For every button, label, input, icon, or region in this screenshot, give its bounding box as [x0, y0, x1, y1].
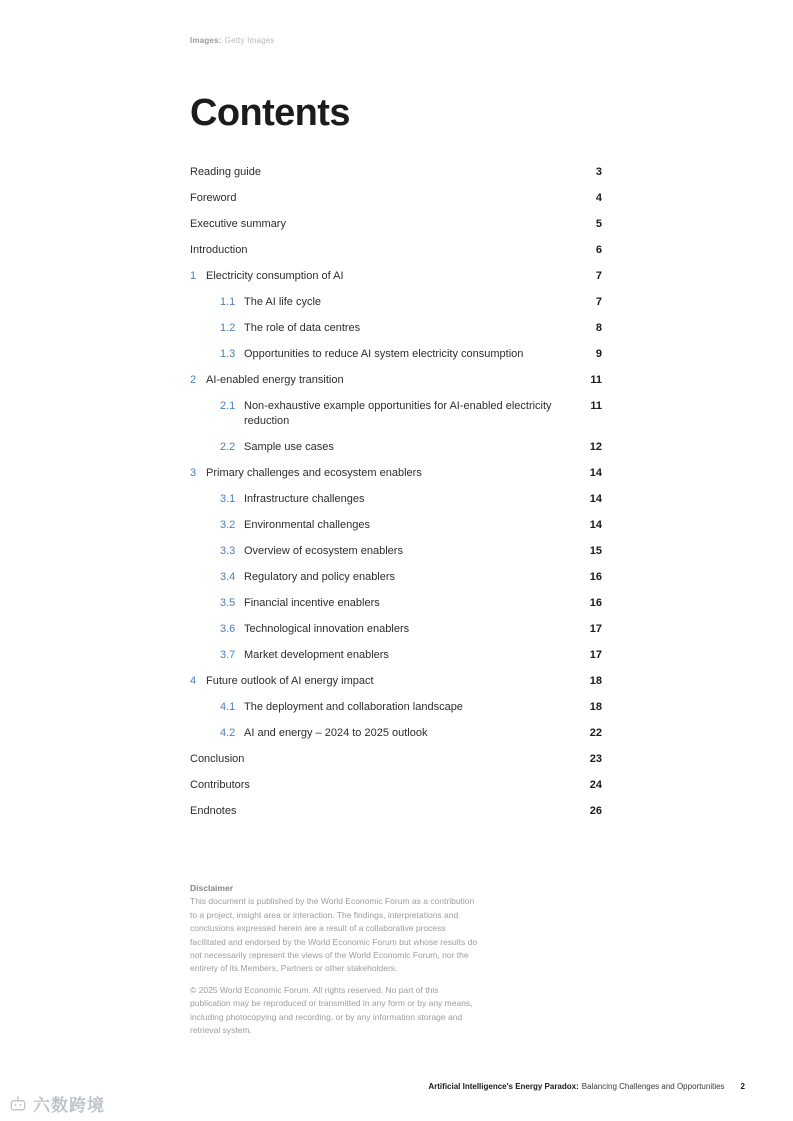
toc-item-label: Reading guide — [190, 165, 261, 178]
toc-item-label: Environmental challenges — [244, 518, 370, 531]
toc-item-number: 2.2 — [220, 440, 236, 453]
toc-item-page: 11 — [590, 373, 602, 386]
toc-item-number: 3.3 — [220, 544, 236, 557]
toc-row[interactable] — [220, 590, 602, 616]
toc-item-number: 3 — [190, 466, 197, 479]
toc-row[interactable] — [190, 367, 602, 393]
toc-item-number: 4.1 — [220, 700, 236, 713]
toc-item-label: AI and energy – 2024 to 2025 outlook — [244, 726, 428, 739]
toc-row[interactable] — [190, 746, 602, 772]
toc-row[interactable] — [220, 694, 602, 720]
toc-item-page: 6 — [595, 243, 602, 256]
toc-item-label: Foreword — [190, 191, 237, 204]
toc-item-page: 9 — [595, 347, 602, 360]
toc-item-page: 3 — [595, 165, 602, 178]
toc-item-number: 3.7 — [220, 648, 236, 661]
toc-item-page: 14 — [589, 492, 602, 505]
toc-row[interactable] — [190, 211, 602, 237]
toc-item-number: 3.5 — [220, 596, 236, 609]
toc-item-label: Infrastructure challenges — [244, 492, 365, 505]
footer-report-title: Artificial Intelligence's Energy Paradox: — [428, 1082, 579, 1091]
toc-row[interactable] — [220, 341, 602, 367]
toc-item-page: 4 — [595, 191, 602, 204]
toc-row[interactable] — [220, 720, 602, 746]
toc-row[interactable] — [190, 185, 602, 211]
toc-item-label: Endnotes — [190, 804, 237, 817]
toc-item-page: 23 — [589, 752, 602, 765]
toc-item-number: 1 — [190, 269, 197, 282]
toc-item-page: 5 — [595, 217, 602, 230]
toc-item-page: 14 — [589, 518, 602, 531]
toc-item-number: 4 — [190, 674, 197, 687]
toc-item-page: 7 — [595, 269, 602, 282]
toc-row[interactable] — [190, 237, 602, 263]
toc-item-label: AI-enabled energy transition — [206, 373, 344, 386]
toc-row[interactable] — [220, 434, 602, 460]
toc-row[interactable] — [220, 512, 602, 538]
toc-item-page: 16 — [589, 596, 602, 609]
toc-item-page: 14 — [589, 466, 602, 479]
toc-item-label: Introduction — [190, 243, 248, 256]
toc-row[interactable] — [190, 772, 602, 798]
toc-item-number: 3.2 — [220, 518, 236, 531]
toc-item-number: 2 — [190, 373, 197, 386]
copyright-paragraph: © 2025 World Economic Forum. All rights reserved. No part of this publication may be reproduced or transmitted in any form or by any means, including photocopying and recording, or by any information storage and retrieval system. — [190, 984, 473, 1036]
toc-item-page: 22 — [589, 726, 602, 739]
toc-row[interactable] — [190, 263, 602, 289]
toc-row[interactable] — [190, 460, 602, 486]
toc-row[interactable] — [190, 159, 602, 185]
toc-item-label: Conclusion — [190, 752, 245, 765]
toc-item-label: Regulatory and policy enablers — [244, 570, 396, 583]
toc-row[interactable] — [220, 538, 602, 564]
disclaimer-heading: Disclaimer — [190, 883, 233, 893]
toc-item-number: 1.3 — [220, 347, 236, 360]
toc-item-label: Future outlook of AI energy impact — [206, 674, 374, 687]
toc-item-page: 18 — [589, 674, 602, 687]
toc-row[interactable] — [220, 486, 602, 512]
toc-item-number: 3.1 — [220, 492, 236, 505]
toc-item-page: 24 — [589, 778, 602, 791]
toc-item-label: Non-exhaustive example opportunities for AI-enabled electricity reduction — [244, 399, 552, 427]
content-column — [190, 0, 602, 1037]
toc-item-label: The deployment and collaboration landscape — [244, 700, 463, 713]
toc-item-label: Overview of ecosystem enablers — [244, 544, 403, 557]
toc-row[interactable] — [220, 642, 602, 668]
toc-item-label: Opportunities to reduce AI system electricity consumption — [244, 347, 524, 360]
toc-row[interactable] — [220, 393, 602, 434]
image-credit-value: Getty Images — [224, 36, 275, 45]
toc-item-number: 1.2 — [220, 321, 236, 334]
toc-item-label: Market development enablers — [244, 648, 389, 661]
toc-row[interactable] — [220, 289, 602, 315]
image-credit-label: Images: — [190, 36, 222, 45]
toc-item-label: Primary challenges and ecosystem enablers — [206, 466, 422, 479]
toc-item-page: 18 — [589, 700, 602, 713]
toc-item-label: Technological innovation enablers — [244, 622, 410, 635]
image-credit — [190, 36, 602, 45]
toc-item-label: Sample use cases — [244, 440, 334, 453]
toc-item-page: 7 — [595, 295, 602, 308]
toc-item-page: 15 — [589, 544, 602, 557]
toc-row[interactable] — [220, 315, 602, 341]
footer-page-number: 2 — [740, 1082, 745, 1091]
watermark-robot-icon — [8, 1094, 28, 1114]
toc-item-label: Electricity consumption of AI — [206, 269, 344, 282]
toc-item-label: Contributors — [190, 778, 250, 791]
footer-report-subtitle: Balancing Challenges and Opportunities — [581, 1082, 725, 1091]
toc-row[interactable] — [190, 798, 602, 824]
toc-item-page: 8 — [595, 321, 602, 334]
toc-item-label: The role of data centres — [244, 321, 361, 334]
toc-item-label: The AI life cycle — [244, 295, 322, 308]
toc-row[interactable] — [220, 564, 602, 590]
watermark-text: 六数跨境 — [33, 1096, 105, 1115]
disclaimer-paragraph: This document is published by the World Economic Forum as a contribution to a project, insight area or interaction. The findings, interpretations and conclusions expressed herein are a result of a collaborative process facilitated and endorsed by the World Economic Forum but whose results do not necessarily represent the views of the World Economic Forum, nor the entirety of its Members, Partners or other stakeholders. — [190, 896, 478, 974]
toc-item-page: 17 — [589, 622, 602, 635]
toc-item-number: 3.6 — [220, 622, 236, 635]
toc-item-label: Financial incentive enablers — [244, 596, 380, 609]
toc-item-page: 16 — [589, 570, 602, 583]
toc-item-page: 12 — [589, 440, 602, 453]
toc-item-page: 17 — [589, 648, 602, 661]
toc-item-number: 1.1 — [220, 295, 236, 308]
toc-item-label: Executive summary — [190, 217, 286, 230]
toc-row[interactable] — [190, 668, 602, 694]
toc-item-page: 11 — [590, 399, 602, 412]
toc-row[interactable] — [220, 616, 602, 642]
toc-item-page: 26 — [589, 804, 602, 817]
toc-item-number: 4.2 — [220, 726, 236, 739]
toc-item-number: 2.1 — [220, 399, 236, 412]
toc-item-number: 3.4 — [220, 570, 236, 583]
disclaimer-section — [190, 882, 478, 1037]
page-title: Contents — [190, 92, 350, 134]
page-footer — [428, 1082, 745, 1091]
toc-list — [190, 159, 602, 824]
watermark — [8, 1091, 105, 1116]
